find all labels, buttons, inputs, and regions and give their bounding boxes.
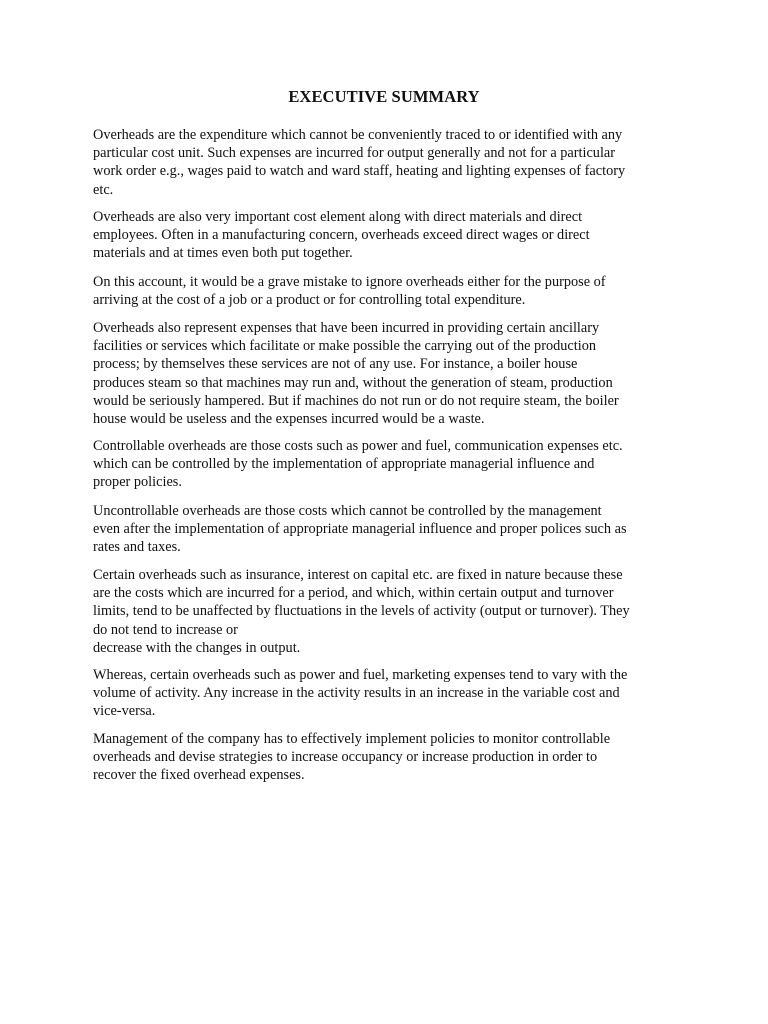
document-title: EXECUTIVE SUMMARY: [288, 87, 480, 106]
text-line: On this account, it would be a grave mistake to ignore overheads either for the purpose of: [93, 274, 606, 290]
paragraph-management-policies: [93, 730, 683, 785]
paragraph-fixed-overheads: [93, 566, 683, 657]
text-line: process; by themselves these services are not of any use. For instance, a boiler house: [93, 356, 578, 373]
text-line: recover the fixed overhead expenses.: [93, 767, 305, 784]
text-line: which can be controlled by the implementation of appropriate managerial influence and: [93, 456, 595, 473]
paragraph-ancillary-facilities: [93, 319, 683, 428]
text-line: Overheads also represent expenses that have been incurred in providing certain ancillary: [93, 320, 600, 336]
text-line: proper policies.: [93, 474, 182, 491]
paragraph-variable-overheads: [93, 666, 683, 721]
text-line: vice-versa.: [93, 703, 156, 720]
paragraph-controllable-overheads: [93, 437, 683, 492]
text-line: particular cost unit. Such expenses are incurred for output generally and not for a particular: [93, 145, 616, 162]
text-line: Uncontrollable overheads are those costs which cannot be controlled by the management: [93, 503, 602, 519]
text-line: Overheads are also very important cost element along with direct materials and direct: [93, 209, 583, 225]
text-line: house would be useless and the expenses incurred would be a waste.: [93, 411, 485, 428]
text-line: Controllable overheads are those costs such as power and fuel, communication expenses etc.: [93, 438, 623, 454]
text-line: Certain overheads such as insurance, interest on capital etc. are fixed in nature because these: [93, 567, 623, 583]
text-line: materials and at times even both put together.: [93, 245, 353, 262]
text-line: facilities or services which facilitate or make possible the carrying out of the production: [93, 338, 597, 355]
text-line: would be seriously hampered. But if machines do not run or do not require steam, the boiler: [93, 392, 619, 409]
paragraph-cost-element: [93, 208, 683, 263]
text-line: do not tend to increase or: [93, 621, 238, 638]
text-line: volume of activity. Any increase in the activity results in an increase in the variable cost and: [93, 685, 620, 702]
text-line: etc.: [93, 181, 114, 198]
text-line: arriving at the cost of a job or a product or for controlling total expenditure.: [93, 292, 526, 309]
text-line: decrease with the changes in output.: [93, 639, 301, 656]
paragraph-grave-mistake: [93, 273, 683, 309]
text-line: Management of the company has to effectively implement policies to monitor controllable: [93, 731, 611, 747]
text-line: rates and taxes.: [93, 539, 181, 556]
text-line: overheads and devise strategies to increase occupancy or increase production in order to: [93, 749, 598, 766]
paragraph-overheads-definition: [93, 126, 683, 199]
paragraph-uncontrollable-overheads: [93, 502, 683, 557]
text-line: are the costs which are incurred for a period, and which, within certain output and turnover: [93, 585, 614, 602]
text-line: even after the implementation of appropriate managerial influence and proper polices such as: [93, 521, 627, 538]
text-line: limits, tend to be unaffected by fluctuations in the levels of activity (output or turnover). They: [93, 603, 630, 620]
text-line: work order e.g., wages paid to watch and ward staff, heating and lighting expenses of factory: [93, 163, 626, 180]
text-line: Whereas, certain overheads such as power and fuel, marketing expenses tend to vary with the: [93, 667, 628, 683]
text-line: produces steam so that machines may run and, without the generation of steam, production: [93, 374, 613, 391]
text-line: employees. Often in a manufacturing concern, overheads exceed direct wages or direct: [93, 227, 590, 244]
text-line: Overheads are the expenditure which cannot be conveniently traced to or identified with any: [93, 127, 623, 143]
